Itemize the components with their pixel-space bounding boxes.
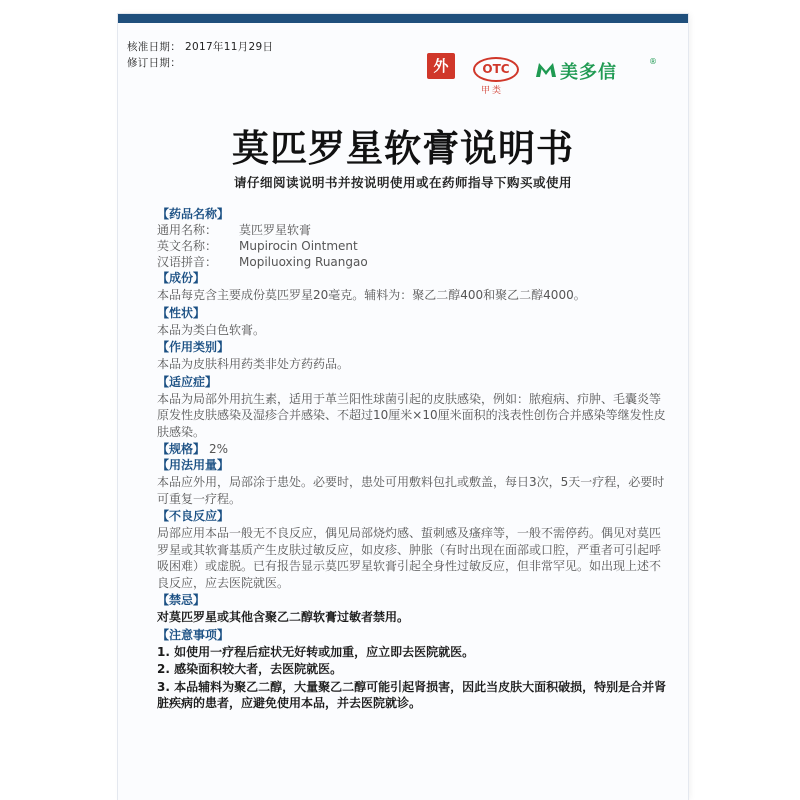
section-heading-adverse: 【不良反应】 bbox=[157, 509, 230, 523]
top-color-band bbox=[118, 14, 688, 23]
description-text: 本品为类白色软膏。 bbox=[157, 322, 266, 337]
generic-name-label: 通用名称： bbox=[157, 223, 218, 237]
revision-date-label: 修订日期： bbox=[127, 57, 181, 69]
section-heading-category: 【作用类别】 bbox=[157, 340, 230, 354]
precaution-item: 2. 感染面积较大者，去医院就医。 bbox=[157, 662, 343, 676]
document-title: 莫匹罗星软膏说明书 bbox=[232, 127, 574, 170]
external-use-badge: 外 bbox=[427, 53, 455, 79]
leaflet-content bbox=[157, 206, 667, 713]
contraindications-text: 对莫匹罗星或其他含聚乙二醇软膏过敏者禁用。 bbox=[157, 610, 410, 624]
spec-heading-label: 【规格】 bbox=[157, 442, 206, 456]
otc-badge: OTC bbox=[473, 57, 519, 82]
dosage-text: 本品应外用，局部涂于患处。必要时，患处可用敷料包扎或敷盖，每日3次，5天一疗程，必要时可重复一疗程。 bbox=[157, 475, 665, 506]
ingredients-text: 本品每克含主要成份莫匹罗星20毫克。辅料为：聚乙二醇400和聚乙二醇4000。 bbox=[157, 288, 586, 302]
approval-date-line bbox=[127, 39, 273, 54]
english-name-label: 英文名称： bbox=[157, 239, 218, 253]
precaution-item: 3. 本品辅料为聚乙二醇，大量聚乙二醇可能引起肾损害，因此当皮肤大面积破损，特别是合并肾脏疾病的患者，应避免使用本品，并去医院就诊。 bbox=[157, 679, 667, 710]
registered-mark: ® bbox=[649, 57, 657, 66]
section-heading-precautions: 【注意事项】 bbox=[157, 627, 230, 642]
section-heading-spec bbox=[157, 441, 667, 457]
english-name-value: Mupirocin Ointment bbox=[239, 239, 358, 253]
category-text: 本品为皮肤科用药类非处方药药品。 bbox=[157, 357, 350, 371]
brand-name: 美多信 bbox=[560, 62, 617, 83]
section-heading-indications: 【适应症】 bbox=[157, 374, 218, 389]
approval-date-label: 核准日期： bbox=[127, 41, 181, 53]
revision-date-line bbox=[127, 55, 181, 70]
indications-text: 本品为局部外用抗生素，适用于革兰阳性球菌引起的皮肤感染，例如：脓疱病、疖肿、毛囊炎等原发性皮肤感染及湿疹合并感染、不超过10厘米×10厘米面积的浅表性创伤合并感染等继发性皮肤感染。 bbox=[157, 391, 666, 439]
section-heading-ingredients: 【成份】 bbox=[157, 271, 206, 285]
adverse-reactions-text: 局部应用本品一般无不良反应，偶见局部烧灼感、蜇刺感及瘙痒等，一般不需停药。偶见对莫匹罗星或其软膏基质产生皮肤过敏反应，如皮疹、肿胀（有时出现在面部或口腔，严重者可引起呼吸困难）或虚脱。已有报告显示莫匹罗星软膏引起全身性过敏反应，但非常罕见。如出现上述不良反应，应去医院就医。 bbox=[157, 526, 662, 590]
otc-class-label: 甲类 bbox=[481, 86, 504, 96]
section-heading-drug-name: 【药品名称】 bbox=[157, 207, 230, 221]
approval-date-value: 2017年11月29日 bbox=[185, 41, 274, 53]
generic-name-value: 莫匹罗星软膏 bbox=[239, 223, 312, 237]
pinyin-row bbox=[157, 254, 667, 270]
pinyin-value: Mopiluoxing Ruangao bbox=[239, 255, 368, 269]
generic-name-row bbox=[157, 222, 667, 238]
section-heading-dosage: 【用法用量】 bbox=[157, 458, 230, 472]
section-heading-description: 【性状】 bbox=[157, 305, 206, 320]
leaflet-page bbox=[118, 14, 688, 800]
brand-logo-icon bbox=[535, 62, 557, 78]
precaution-item: 1. 如使用一疗程后症状无好转或加重，应立即去医院就医。 bbox=[157, 644, 475, 659]
document-subtitle: 请仔细阅读说明书并按说明使用或在药师指导下购买或使用 bbox=[233, 175, 572, 190]
english-name-row bbox=[157, 238, 667, 254]
section-heading-contraindications: 【禁忌】 bbox=[157, 593, 206, 607]
pinyin-label: 汉语拼音： bbox=[157, 255, 218, 269]
spec-value: 2% bbox=[209, 442, 229, 456]
